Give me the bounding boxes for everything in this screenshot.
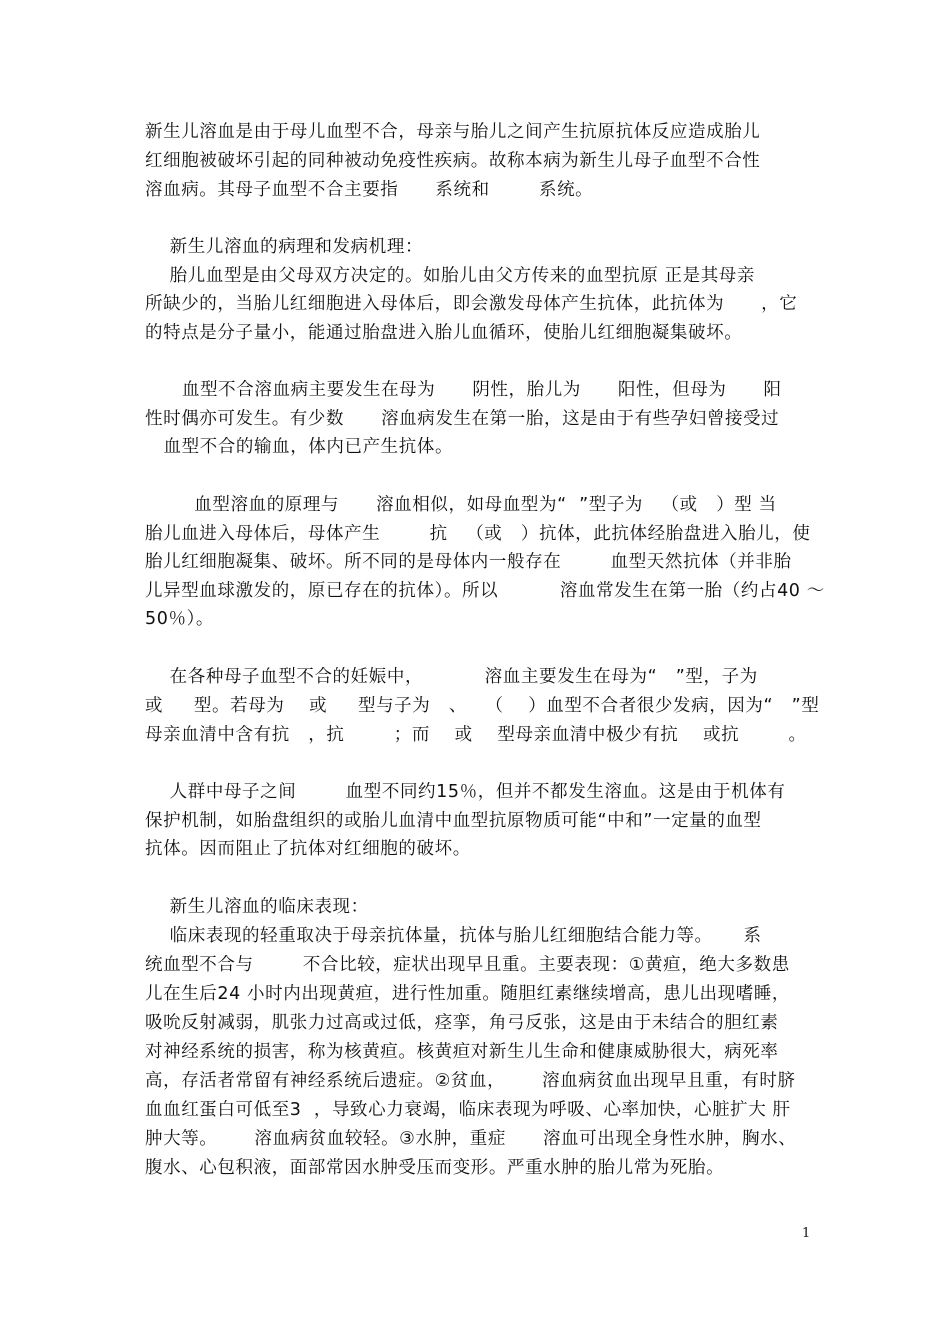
text-line: 溶血病。其母子血型不合主要指 系统和 系统。 [145, 180, 594, 200]
text-line: 所缺少的，当胎儿红细胞进入母体后，即会激发母体产生抗体，此抗体为 ，它 [145, 294, 798, 314]
text-line: 在各种母子血型不合的妊娠中， 溶血主要发生在母为“ ”型，子为 [145, 667, 758, 687]
text-line: 或 型。若母为 或 型与子为 、 （ ）血型不合者很少发病，因为“ ”型 [145, 696, 820, 716]
text-line: 保护机制，如胎盘组织的或胎儿血清中血型抗原物质可能“中和”一定量的血型 [145, 811, 762, 831]
section-heading: 新生儿溶血的病理和发病机理： [145, 237, 424, 257]
text-line: 儿在生后24 小时内出现黄疸，进行性加重。随胆红素继续增高，患儿出现嗜睡， [145, 984, 791, 1004]
text-line: 血型溶血的原理与 溶血相似，如母血型为“ ”型子为 （或 ）型 当 [145, 495, 777, 515]
text-line: 血型不合溶血病主要发生在母为 阴性，胎儿为 阳性，但母为 阳 [145, 380, 782, 400]
text-line: 统血型不合与 不合比较，症状出现早且重。主要表现：①黄疸，绝大多数患 [145, 955, 790, 975]
text-line: 红细胞被破坏引起的同种被动免疫性疾病。故称本病为新生儿母子血型不合性 [145, 151, 761, 171]
text-line: 吸吮反射减弱，肌张力过高或过低，痉挛，角弓反张，这是由于未结合的胆红素 [145, 1013, 779, 1033]
text-line: 对神经系统的损害，称为核黄疸。核黄疸对新生儿生命和健康威胁很大，病死率 [145, 1042, 779, 1062]
text-line: 人群中母子之间 血型不同约15％，但并不都发生溶血。这是由于机体有 [145, 782, 786, 802]
text-line: 胎儿血进入母体后，母体产生 抗 （或 ）抗体，此抗体经胎盘进入胎儿，使 [145, 524, 811, 544]
text-line: 肿大等。 溶血病贫血较轻。③水肿，重症 溶血可出现全身性水肿，胸水、 [145, 1129, 797, 1149]
text-line: 母亲血清中含有抗 ，抗 ；而 或 型母亲血清中极少有抗 或抗 。 [145, 725, 807, 745]
text-line: 高，存活者常留有神经系统后遗症。②贫血， 溶血病贫血出现早且重，有时脐 [145, 1071, 796, 1091]
text-line: 性时偶亦可发生。有少数 溶血病发生在第一胎，这是由于有些孕妇曾接受过 [145, 409, 780, 429]
text-line: 血型不合的输血，体内已产生抗体。 [145, 437, 454, 457]
text-line: 腹水、心包积液，面部常因水肿受压而变形。严重水肿的胎儿常为死胎。 [145, 1158, 725, 1178]
text-line: 抗体。因而阻止了抗体对红细胞的破坏。 [145, 839, 471, 859]
text-line: 新生儿溶血是由于母儿血型不合，母亲与胎儿之间产生抗原抗体反应造成胎儿 [145, 122, 761, 142]
text-line: 胎儿血型是由父母双方决定的。如胎儿由父方传来的血型抗原 正是其母亲 [145, 266, 756, 286]
text-line: 儿异型血球激发的，原已存在的抗体）。所以 溶血常发生在第一胎（约占40 ～ [145, 581, 825, 601]
text-line: 血血红蛋白可低至3 ，导致心力衰竭，临床表现为呼吸、心率加快，心脏扩大 肝 [145, 1100, 791, 1120]
page-number: 1 [802, 1226, 811, 1241]
section-heading: 新生儿溶血的临床表现： [145, 897, 369, 917]
text-line: 的特点是分子量小，能通过胎盘进入胎儿血循环，使胎儿红细胞凝集破坏。 [145, 323, 743, 343]
text-line: 胎儿红细胞凝集、破坏。所不同的是母体内一般存在 血型天然抗体（并非胎 [145, 552, 792, 572]
text-line: 临床表现的轻重取决于母亲抗体量，抗体与胎儿红细胞结合能力等。 系 [145, 926, 762, 946]
text-line: 50％）。 [145, 609, 215, 629]
